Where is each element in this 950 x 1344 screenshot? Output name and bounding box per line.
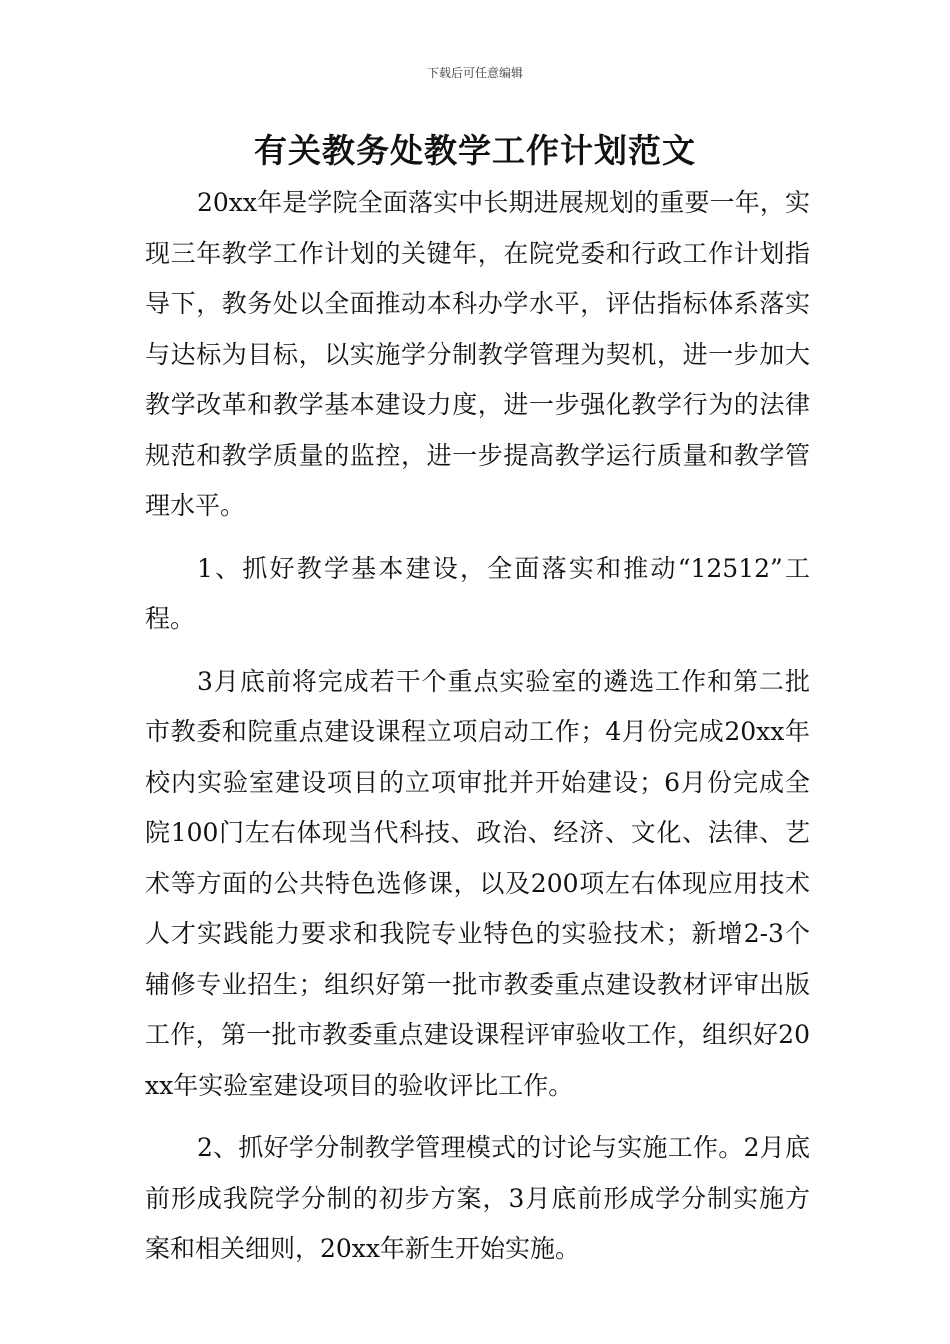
document-title: 有关教务处教学工作计划范文: [254, 131, 696, 170]
document-body: [145, 178, 810, 1275]
paragraph-section-1-heading: 1、抓好教学基本建设，全面落实和推动“12512”工程。: [145, 553, 810, 633]
paragraph-section-1-detail: 3月底前将完成若干个重点实验室的遴选工作和第二批市教委和院重点建设课程立项启动工作；4月份完成20xx年校内实验室建设项目的立项审批并开始建设；6月份完成全院100门左右体现当代科技、政治、经济、文化、法律、艺术等方面的公共特色选修课，以及200项左右体现应用技术人才实践能力要求和我院专业特色的实验技术；新增2-3个辅修专业招生；组织好第一批市教委重点建设教材评审出版工作，第一批市教委重点建设课程评审验收工作，组织好20xx年实验室建设项目的验收评比工作。: [145, 666, 810, 1100]
download-note: 下载后可任意编辑: [426, 66, 523, 80]
paragraph-intro: 20xx年是学院全面落实中长期进展规划的重要一年，实现三年教学工作计划的关键年，在院党委和行政工作计划指导下，教务处以全面推动本科办学水平，评估指标体系落实与达标为目标，以实施学分制教学管理为契机，进一步加大教学改革和教学基本建设力度，进一步强化教学行为的法律规范和教学质量的监控，进一步提高教学运行质量和教学管理水平。: [145, 188, 810, 520]
paragraph-section-2: 2、抓好学分制教学管理模式的讨论与实施工作。2月底前形成我院学分制的初步方案，3月底前形成学分制实施方案和相关细则，20xx年新生开始实施。: [145, 1133, 810, 1263]
